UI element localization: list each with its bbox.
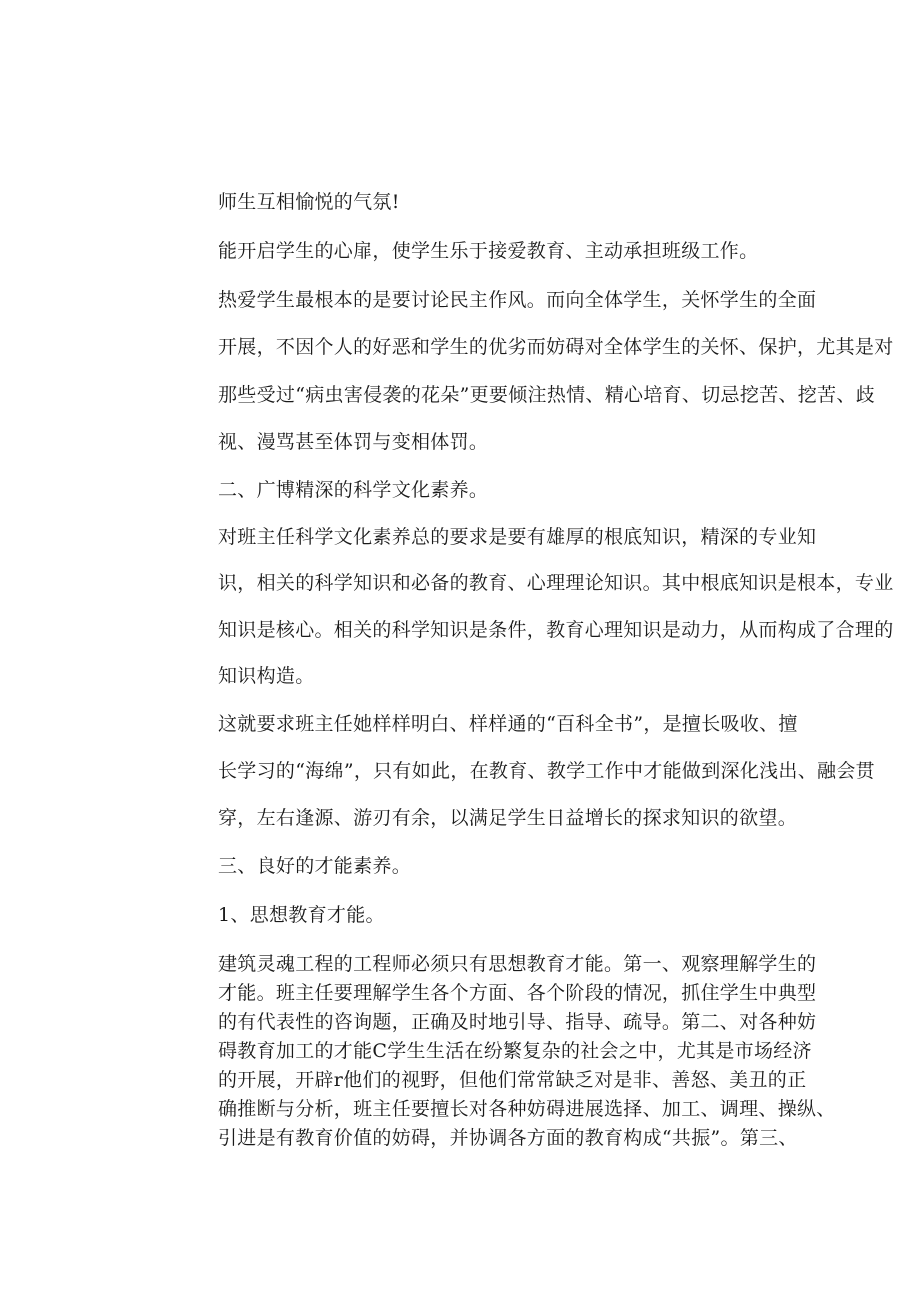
paragraph-line: 建筑灵魂工程的工程师必须只有思想教育才能。第一、观察理解学生的 bbox=[218, 953, 817, 975]
subsection-heading: 1、思想教育才能。 bbox=[218, 904, 385, 926]
paragraph-line: 识，相关的科学知识和必备的教育、心理理论知识。其中根底知识是根本，专业 bbox=[218, 572, 894, 594]
section-heading: 二、广博精深的科学文化素养。 bbox=[218, 479, 489, 501]
paragraph-line: 才能。班主任要理解学生各个方面、各个阶段的情况，抓住学生中典型 bbox=[218, 982, 817, 1004]
section-heading: 三、良好的才能素养。 bbox=[218, 855, 412, 877]
paragraph-line: 的有代表性的咨询题，正确及时地引导、指导、疏导。第二、对各种妨 bbox=[218, 1011, 817, 1033]
paragraph-line: 这就要求班主任她样样明白、样样通的“百科全书”，是擅长吸收、擅 bbox=[218, 713, 798, 735]
paragraph-line: 对班主任科学文化素养总的要求是要有雄厚的根底知识，精深的专业知 bbox=[218, 526, 817, 548]
text-line: 师生互相愉悦的气氛! bbox=[218, 191, 400, 213]
paragraph-line: 知识是核心。相关的科学知识是条件，教育心理知识是动力，从而构成了合理的 bbox=[218, 619, 894, 641]
paragraph-line: 开展，不因个人的好恶和学生的优劣而妨碍对全体学生的关怀、保护，尤其是对 bbox=[218, 336, 894, 358]
paragraph-line: 碍教育加工的才能C学生生活在纷繁复杂的社会之中，尤其是市场经济 bbox=[218, 1040, 812, 1062]
paragraph-line: 引进是有教育价值的妨碍，并协调各方面的教育构成“共振”。第三、 bbox=[218, 1127, 798, 1149]
paragraph-line: 视、漫骂甚至体罚与变相体罚。 bbox=[218, 431, 489, 453]
paragraph-line: 热爱学生最根本的是要讨论民主作风。而向全体学生，关怀学生的全面 bbox=[218, 289, 817, 311]
text-line: 能开启学生的心扉，使学生乐于接爱教育、主动承担班级工作。 bbox=[218, 240, 759, 262]
paragraph-line: 的开展，开辟r他们的视野，但他们常常缺乏对是非、善怒、美丑的正 bbox=[218, 1069, 807, 1091]
paragraph-line: 知识构造。 bbox=[218, 665, 315, 687]
paragraph-line: 长学习的“海绵”，只有如此，在教育、教学工作中才能做到深化浅出、融会贯 bbox=[218, 760, 875, 782]
paragraph-line: 穿，左右逢源、游刃有余，以满足学生日益增长的探求知识的欲望。 bbox=[218, 807, 798, 829]
paragraph-line: 确推断与分析，班主任要擅长对各种妨碍进展选择、加工、调理、操纵、 bbox=[218, 1098, 836, 1120]
paragraph-line: 那些受过“病虫害侵袭的花朵”更要倾注热情、精心培育、切忌挖苦、挖苦、歧 bbox=[218, 384, 875, 406]
